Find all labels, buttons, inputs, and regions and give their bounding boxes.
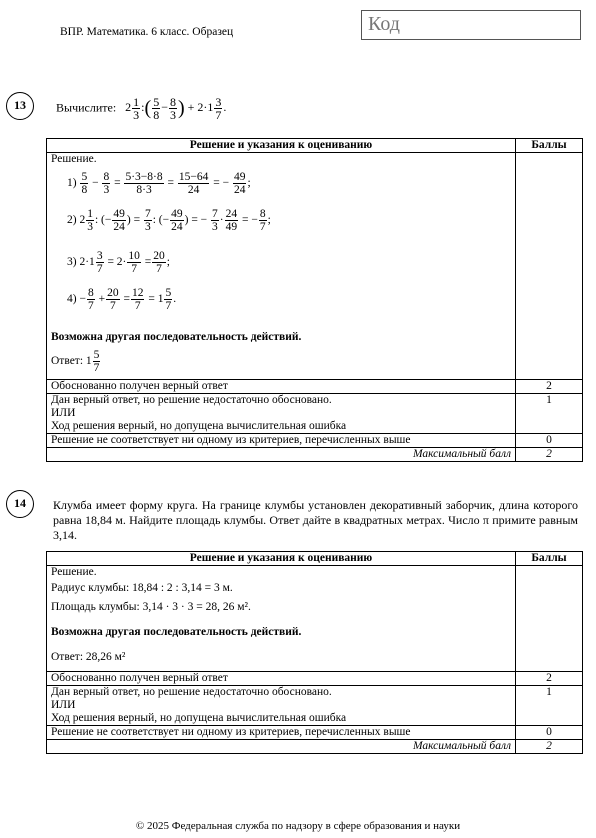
solution-note: Возможна другая последовательность действий. (51, 331, 302, 343)
question-number-13: 13 (6, 92, 34, 120)
criterion-text: Обоснованно получен верный ответ (47, 380, 516, 394)
solution-line-radius: Радиус клумбы: 18,84 : 2 : 3,14 = 3 м. (51, 582, 233, 594)
criterion-points: 1 (516, 394, 583, 434)
max-score-value: 2 (516, 740, 583, 754)
criterion-points: 2 (516, 672, 583, 686)
document-header-title: ВПР. Математика. 6 класс. Образец (60, 26, 234, 38)
max-score-label: Максимальный балл (47, 448, 516, 462)
table-header-solution: Решение и указания к оцениванию (47, 552, 516, 566)
code-label: Код (368, 13, 400, 35)
grading-table-14 (46, 551, 583, 754)
solution-step-1: 1) $\frac{5}{8}$ − $\frac{8}{3}$ = $\frac{5\cdot 3-8\cdot 8}{8\cdot 3}$ = $\frac{15-64}{24}$ = − $\frac{49}{24}$ ; (67, 171, 251, 196)
points-empty-cell (516, 153, 583, 380)
criterion-text: Решение не соответствует ни одному из критериев, перечисленных выше (47, 434, 516, 448)
solution-line-area: Площадь клумбы: 3,14 · 3 · 3 = 28, 26 м². (51, 601, 251, 613)
footer-copyright: © 2025 Федеральная служба по надзору в сфере образования и науки (135, 820, 461, 832)
solution-step-2: 2) 2 $\frac{1}{3}$ : (− $\frac{49}{24}$ ) = $\frac{7}{3}$ : (− $\frac{49}{24}$ ) = − $\frac{7}{3}$ · $\frac{24}{49}$ = − $\frac{8}{7}$ ; (67, 208, 271, 233)
question-number-14: 14 (6, 490, 34, 518)
max-score-value: 2 (516, 448, 583, 462)
criterion-text: Обоснованно получен верный ответ (47, 672, 516, 686)
answer: Ответ: 1 $\frac{5}{7}$ (51, 349, 100, 374)
question-14-prompt: Клумба имеет форму круга. На границе клумбы установлен декоративный заборчик, длина которого равна 18,84 м. Найдите площадь клумбы. Ответ дайте в квадратных метрах. Число π примите равным 3,14. (53, 498, 578, 542)
solution-label: Решение. (51, 153, 97, 165)
table-header-points: Баллы (516, 139, 583, 153)
solution-cell (47, 566, 516, 672)
criterion-text: Дан верный ответ, но решение недостаточно обосновано. ИЛИ Ход решения верный, но допущена вычислительная ошибка (47, 686, 516, 726)
max-score-label: Максимальный балл (47, 740, 516, 754)
criterion-points: 0 (516, 434, 583, 448)
solution-step-4: 4) − $\frac{8}{7}$ + $\frac{20}{7}$ = $\frac{12}{7}$ = 1 $\frac{5}{7}$ . (67, 287, 177, 312)
code-field[interactable] (361, 10, 581, 40)
table-header-solution: Решение и указания к оцениванию (47, 139, 516, 153)
points-empty-cell (516, 566, 583, 672)
question-13-prompt: Вычислите: 2 $\frac{1}{3}$ :( $\frac{5}{8}$ − $\frac{8}{3}$ ) + 2·1 $\frac{3}{7}$ . (56, 95, 227, 122)
solution-cell (47, 153, 516, 380)
grading-table-13 (46, 138, 583, 462)
criterion-points: 0 (516, 726, 583, 740)
criterion-text: Решение не соответствует ни одному из критериев, перечисленных выше (47, 726, 516, 740)
answer: Ответ: 28,26 м² (51, 651, 126, 663)
solution-step-3: 3) 2·1 $\frac{3}{7}$ = 2· $\frac{10}{7}$ = $\frac{20}{7}$ ; (67, 250, 170, 275)
solution-label: Решение. (51, 566, 97, 578)
criterion-points: 2 (516, 380, 583, 394)
table-header-points: Баллы (516, 552, 583, 566)
criterion-points: 1 (516, 686, 583, 726)
criterion-text: Дан верный ответ, но решение недостаточно обосновано. ИЛИ Ход решения верный, но допущена вычислительная ошибка (47, 394, 516, 434)
solution-note: Возможна другая последовательность действий. (51, 626, 302, 638)
